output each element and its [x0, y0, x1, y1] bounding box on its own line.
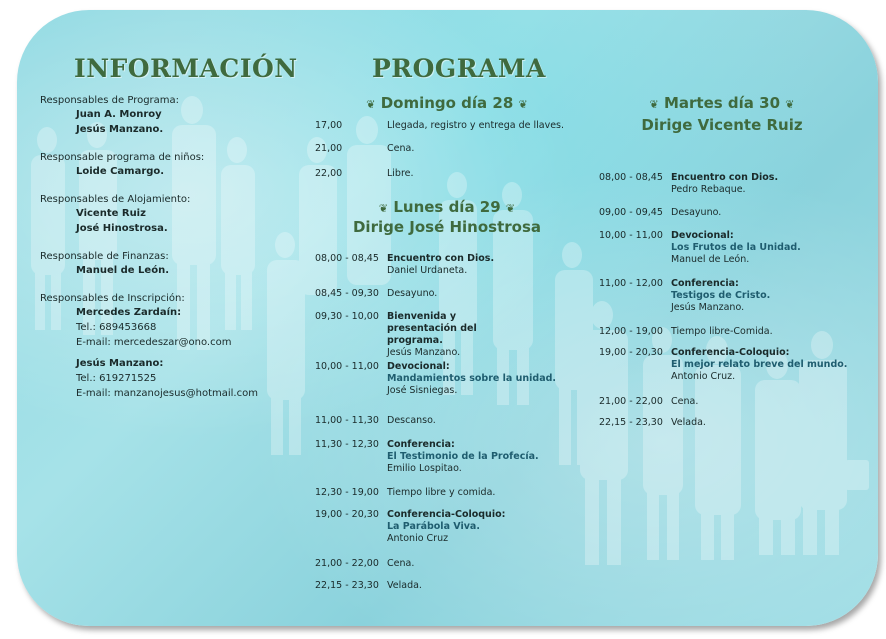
info-role: Responsable programa de niños: — [40, 152, 205, 163]
time: 08,00 - 08,45 — [599, 172, 663, 183]
day-title: Martes día 30 — [663, 94, 781, 112]
day-title: Lunes día 29 — [393, 198, 501, 216]
activity: Descanso. — [387, 415, 436, 426]
time: 21,00 - 22,00 — [599, 396, 663, 407]
info-group — [40, 151, 280, 179]
time: 10,00 - 11,00 — [599, 230, 663, 241]
schedule-row — [315, 288, 437, 300]
speaker: Manuel de León. — [671, 254, 750, 265]
activity: Tiempo libre-Comida. — [671, 326, 773, 337]
speaker: José Sisniegas. — [387, 385, 458, 396]
speaker: Daniel Urdaneta. — [387, 265, 468, 276]
time: 22,15 - 23,30 — [599, 417, 663, 428]
time: 10,00 - 11,00 — [315, 361, 379, 372]
info-name: Vicente Ruiz — [76, 208, 146, 219]
time: 11,00 - 12,00 — [599, 278, 663, 289]
schedule-row — [315, 439, 539, 475]
time: 11,00 - 11,30 — [315, 415, 379, 426]
info-role: Responsables de Programa: — [40, 95, 180, 106]
schedule-row — [315, 311, 517, 359]
info-phone: Tel.: 689453668 — [76, 322, 157, 333]
info-group — [40, 193, 280, 236]
activity-title: Conferencia-Coloquio: — [387, 509, 506, 520]
schedule-row — [599, 278, 770, 314]
activity-title: Bienvenida y presentación del programa. — [387, 311, 477, 346]
schedule-row — [599, 207, 721, 219]
schedule-row — [599, 347, 847, 383]
time: 08,00 - 08,45 — [315, 253, 379, 264]
schedule-row — [315, 361, 556, 397]
info-role: Responsable de Finanzas: — [40, 251, 169, 262]
schedule-row — [315, 558, 414, 570]
activity-title: Devocional: — [671, 230, 734, 241]
time: 09,30 - 10,00 — [315, 311, 379, 322]
dirige-lunes: Dirige José Hinostrosa — [352, 218, 541, 236]
dirige-martes: Dirige Vicente Ruiz — [641, 116, 803, 134]
ornament-icon: ❦ — [505, 202, 516, 215]
activity: Desayuno. — [671, 207, 722, 218]
schedule-row — [315, 580, 422, 592]
info-heading: INFORMACIÓN — [74, 54, 298, 83]
info-phone: Tel.: 619271525 — [76, 373, 157, 384]
schedule-row — [599, 172, 778, 196]
activity-title: Conferencia: — [671, 278, 739, 289]
ornament-icon: ❦ — [785, 98, 795, 111]
activity: Velada. — [387, 580, 422, 591]
speaker: Antonio Cruz. — [671, 371, 736, 382]
activity-title: Conferencia: — [387, 439, 455, 450]
speaker: Emilio Lospitao. — [387, 463, 462, 474]
activity-title: Conferencia-Coloquio: — [671, 347, 790, 358]
schedule-row — [315, 120, 564, 132]
info-email: E-mail: manzanojesus@hotmail.com — [76, 388, 258, 399]
schedule-row — [599, 230, 801, 266]
time: 22,00 — [315, 168, 343, 179]
ornament-icon: ❦ — [378, 202, 389, 215]
activity-title: Encuentro con Dios. — [387, 253, 495, 264]
speaker: Jesús Manzano. — [671, 302, 745, 313]
info-group — [40, 292, 280, 350]
activity: Desayuno. — [387, 288, 438, 299]
time: 19,00 - 20,30 — [599, 347, 663, 358]
time: 17,00 — [315, 120, 343, 131]
info-group — [40, 94, 280, 137]
info-name: Mercedes Zardaín: — [76, 307, 182, 318]
topic: La Parábola Viva. — [387, 521, 480, 532]
info-email: E-mail: mercedeszar@ono.com — [76, 337, 232, 348]
activity: Llegada, registro y entrega de llaves. — [387, 120, 565, 131]
topic: El Testimonio de la Profecía. — [387, 451, 539, 462]
info-name: Jesús Manzano. — [76, 124, 164, 135]
brochure-background — [17, 10, 878, 626]
ornament-icon: ❦ — [366, 98, 376, 111]
info-name: Manuel de León. — [76, 265, 169, 276]
time: 19,00 - 20,30 — [315, 509, 379, 520]
schedule-row — [599, 326, 773, 338]
info-name: Loide Camargo. — [76, 166, 165, 177]
info-name: José Hinostrosa. — [76, 223, 168, 234]
activity: Velada. — [671, 417, 706, 428]
schedule-row — [315, 487, 495, 499]
activity-title: Devocional: — [387, 361, 450, 372]
schedule-row — [315, 415, 436, 427]
info-group — [40, 356, 280, 401]
topic: Testigos de Cristo. — [671, 290, 771, 301]
speaker: Pedro Rebaque. — [671, 184, 746, 195]
ornament-icon: ❦ — [649, 98, 659, 111]
topic: Mandamientos sobre la unidad. — [387, 373, 557, 384]
time: 08,45 - 09,30 — [315, 288, 379, 299]
info-group — [40, 250, 280, 278]
activity: Cena. — [387, 143, 415, 154]
schedule-row — [315, 168, 414, 180]
topic: El mejor relato breve del mundo. — [671, 359, 848, 370]
day-heading-lunes — [337, 198, 557, 216]
day-heading-domingo — [337, 94, 557, 112]
time: 22,15 - 23,30 — [315, 580, 379, 591]
time: 21,00 - 22,00 — [315, 558, 379, 569]
info-list — [40, 94, 280, 415]
program-heading: PROGRAMA — [372, 54, 546, 83]
activity-title: Encuentro con Dios. — [671, 172, 779, 183]
time: 12,30 - 19,00 — [315, 487, 379, 498]
activity: Libre. — [387, 168, 414, 179]
activity: Cena. — [387, 558, 415, 569]
info-name: Jesús Manzano: — [76, 358, 164, 369]
schedule-row — [315, 509, 505, 545]
speaker: Jesús Manzano. — [387, 347, 461, 358]
day-title: Domingo día 28 — [380, 94, 514, 112]
schedule-row — [315, 143, 414, 155]
ornament-icon: ❦ — [518, 98, 528, 111]
time: 12,00 - 19,00 — [599, 326, 663, 337]
info-name: Juan A. Monroy — [76, 109, 162, 120]
schedule-row — [599, 396, 698, 408]
info-role: Responsables de Alojamiento: — [40, 194, 191, 205]
time: 11,30 - 12,30 — [315, 439, 379, 450]
speaker: Antonio Cruz — [387, 533, 449, 544]
time: 21,00 — [315, 143, 343, 154]
activity: Tiempo libre y comida. — [387, 487, 496, 498]
schedule-row — [315, 253, 494, 277]
schedule-row — [599, 417, 706, 429]
day-heading-martes — [612, 94, 832, 112]
activity: Cena. — [671, 396, 699, 407]
info-role: Responsables de Inscripción: — [40, 293, 185, 304]
time: 09,00 - 09,45 — [599, 207, 663, 218]
topic: Los Frutos de la Unidad. — [671, 242, 801, 253]
